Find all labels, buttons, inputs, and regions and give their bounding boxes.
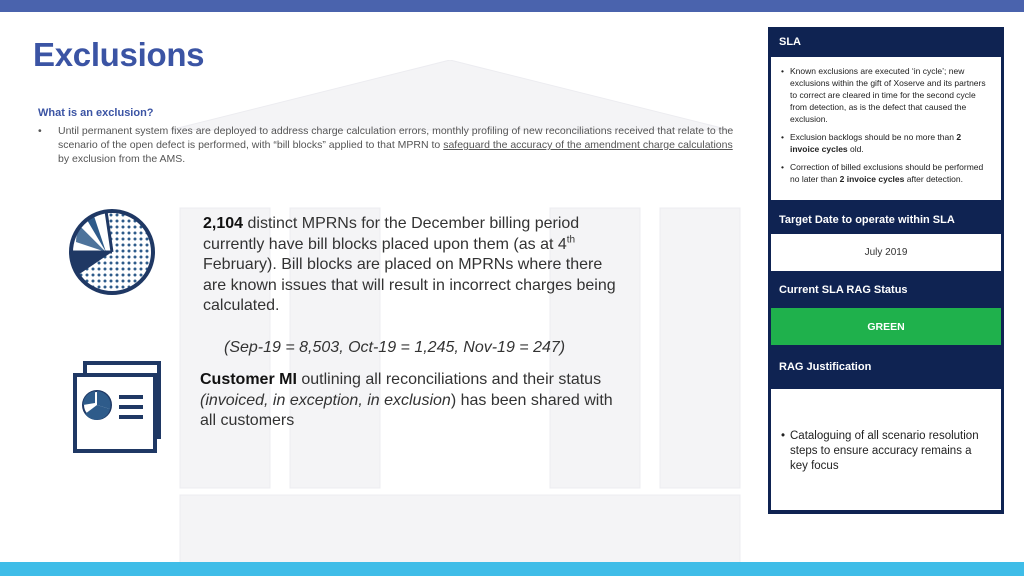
page-title: Exclusions [33, 36, 205, 73]
monthly-breakdown: (Sep-19 = 8,503, Oct-19 = 1,245, Nov-19 = 247) [224, 339, 566, 356]
bottom-accent-bar [0, 562, 1024, 576]
sla-criteria-list [771, 57, 1001, 185]
underlined-phrase: safeguard the accuracy of the amendment charge calculations [443, 139, 733, 151]
target-date-header: Target Date to operate within SLA [779, 214, 955, 226]
list-item: • Cataloguing of all scenario resolution steps to ensure accuracy remains a key focus [781, 430, 979, 472]
intro-bullet [38, 124, 738, 166]
customer-mi-statement: Customer MI outlining all reconciliations and their status (invoiced, in exception, in exclusion) has been shared with all customers [200, 371, 613, 429]
report-document-icon [69, 361, 163, 455]
list-item: • Known exclusions are executed ‘in cycle’; new exclusions within the gift of Xoserve and its partners to correct are cleared in time for the second cycle from detection, as is the defect that caused the exclusion. [781, 66, 986, 124]
rag-status-header: Current SLA RAG Status [779, 284, 908, 296]
list-item: • Correction of billed exclusions should be performed no later than 2 invoice cycles after detection. [781, 162, 984, 184]
bill-block-statement: 2,104 distinct MPRNs for the December billing period currently have bill blocks placed upon them (as at 4th February). Bill blocks are placed on MPRNs where there are known issues that will result in incorrect charges being calculated. [203, 215, 616, 314]
sla-criteria-box [771, 57, 1001, 200]
rag-justification-box [771, 389, 1001, 510]
sla-header: SLA [779, 36, 801, 48]
rag-justification-header: RAG Justification [779, 361, 872, 373]
mprn-count: 2,104 [203, 215, 244, 232]
bullet-marker: • [38, 125, 42, 137]
rag-status-badge: GREEN [771, 308, 1001, 345]
list-item: • Exclusion backlogs should be no more than 2 invoice cycles old. [781, 132, 962, 154]
intro-text: Until permanent system fixes are deployed to address charge calculation errors, monthly profiling of new reconciliations received that relate to the scenario of the open defect is performed, with “bill blocks” applied to that MPRN to safeguard the accuracy of the amendment charge calculations by exclusion from the AMS. [58, 125, 734, 165]
sla-panel [768, 27, 1004, 514]
rag-justification-list [771, 389, 1001, 474]
section-heading: What is an exclusion? [38, 107, 154, 119]
target-date-value: July 2019 [771, 234, 1001, 271]
top-accent-bar [0, 0, 1024, 12]
pie-chart-icon [66, 206, 158, 298]
